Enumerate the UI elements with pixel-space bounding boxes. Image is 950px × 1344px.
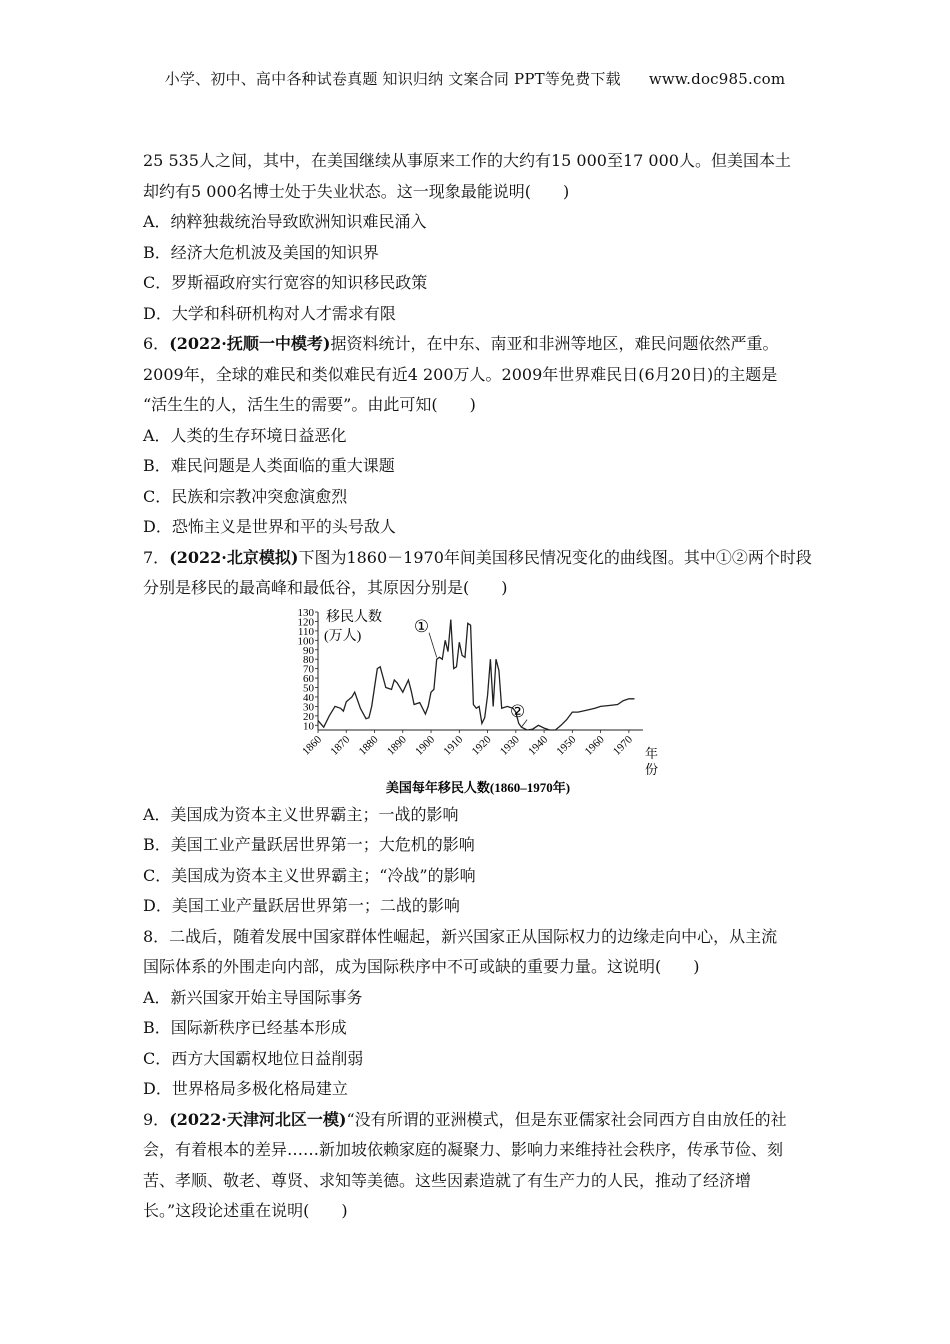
q5-option-b: B．经济大危机波及美国的知识界 [143,242,379,262]
q5-option-a: A．纳粹独裁统治导致欧洲知识难民涌入 [143,212,427,231]
q9-text1: “没有所谓的亚洲模式，但是东亚儒家社会同西方自由放任的社 [346,1109,787,1129]
q7-option-d: D．美国工业产量跃居世界第一；二战的影响 [143,896,460,915]
immigration-chart-svg [143,604,813,800]
page-header [0,68,950,89]
q8-option-a: A．新兴国家开始主导国际事务 [143,987,363,1007]
x-tick-label: 1880 [356,733,381,758]
y-tick-label: 20 [303,710,314,723]
x-axis-label-line2: 份 [645,761,659,777]
q5-option-c: C．罗斯福政府实行宽容的知识移民政策 [143,273,428,292]
q6-option-b: B．难民问题是人类面临的重大课题 [143,456,395,475]
x-tick-label: 1970 [610,733,635,758]
q9-line2: 会，有着根本的差异……新加坡依赖家庭的凝聚力、影响力来维持社会秩序，传承节俭、刻 [143,1140,784,1159]
x-tick-label: 1870 [328,733,353,758]
annotation-leader-1 [429,632,437,657]
q7-option-b: B．美国工业产量跃居世界第一；大危机的影响 [143,835,475,854]
x-tick-label: 1940 [526,733,551,758]
q9-line4: 长。”这段论述重在说明( ) [143,1201,348,1220]
q6-text1: 据资料统计，在中东、南亚和非洲等地区，难民问题依然严重。 [330,334,779,353]
x-tick-label: 1900 [413,733,438,758]
q7-source: (2022·北京模拟) [169,547,299,567]
q7-number: 7． [143,547,170,567]
x-tick-label: 1910 [441,733,466,758]
x-tick-label: 1950 [554,733,579,758]
y-tick-label: 110 [297,625,314,638]
q8-line2: 国际体系的外围走向内部，成为国际秩序中不可或缺的重要力量。这说明( ) [143,957,700,976]
q6-option-c: C．民族和宗教冲突愈演愈烈 [143,486,348,506]
q6-option-d: D．恐怖主义是世界和平的头号敌人 [143,517,396,536]
y-tick-label: 10 [303,719,314,732]
y-tick-label: 120 [297,615,314,628]
x-tick-label: 1860 [300,733,325,758]
y-axis-label-line1: 移民人数 [326,609,382,625]
q8-option-d: D．世界格局多极化格局建立 [143,1079,348,1098]
q7-option-a: A．美国成为资本主义世界霸主；一战的影响 [143,804,459,824]
q9-source: (2022·天津河北区一模) [169,1109,347,1129]
q5-option-d: D．大学和科研机构对人才需求有限 [143,303,396,323]
q7-line2: 分别是移民的最高峰和最低谷，其原因分别是( ) [143,578,508,597]
x-tick-label: 1890 [384,733,409,758]
chart-title: 美国每年移民人数(1860–1970年) [385,779,571,795]
x-tick-label: 1930 [497,733,522,758]
x-tick-label: 1960 [582,733,607,758]
q9-line3: 苦、孝顺、敬老、尊贤、求知等美德。这些因素造就了有生产力的人民，推动了经济增 [143,1170,752,1190]
q6-number: 6． [143,334,170,353]
y-tick-label: 80 [303,653,314,666]
header-text: 小学、初中、高中各种试卷真题 知识归纳 文案合同 PPT等免费下载 [164,70,621,88]
q7-text1: 下图为1860－1970年间美国移民情况变化的曲线图。其中①②两个时段 [298,547,812,567]
q8-line1: 8．二战后，随着发展中国家群体性崛起，新兴国家正从国际权力的边缘走向中心，从主流 [143,926,778,946]
immigration-chart [143,604,813,800]
q6-line1 [143,329,813,360]
y-tick-label: 100 [297,634,314,647]
q5-line2: 却约有5 000名博士处于失业状态。这一现象最能说明( ) [143,181,570,201]
y-tick-label: 90 [303,644,314,657]
q7-line1 [143,543,813,574]
annotation-label: ① [413,616,430,636]
y-tick-label: 60 [303,672,314,685]
x-tick-label: 1920 [469,733,494,758]
q5-line1: 25 535人之间，其中，在美国继续从事原来工作的大约有15 000至17 000人。但美国本土 [143,151,791,170]
q6-line3: “活生生的人，活生生的需要”。由此可知( ) [143,395,476,414]
q8-option-b: B．国际新秩序已经基本形成 [143,1018,347,1037]
q6-line2: 2009年，全球的难民和类似难民有近4 200万人。2009年世界难民日(6月20日)的主题是 [143,364,778,384]
q9-number: 9． [143,1109,170,1129]
q7-option-c: C．美国成为资本主义世界霸主；“冷战”的影响 [143,865,476,885]
q9-line1 [143,1105,813,1136]
q8-option-c: C．西方大国霸权地位日益削弱 [143,1048,364,1068]
page-content [143,146,813,1227]
y-tick-label: 130 [297,606,314,619]
y-tick-label: 70 [303,663,314,676]
annotation-label: ② [509,701,526,721]
q6-source: (2022·抚顺一中模考) [169,334,331,353]
y-axis-label-line2: (万人) [324,628,362,644]
y-tick-label: 30 [303,700,314,713]
q6-option-a: A．人类的生存环境日益恶化 [143,425,347,445]
x-axis-label-line1: 年 [645,745,659,761]
y-tick-label: 40 [303,691,314,704]
header-site: www.doc985.com [648,70,786,88]
y-tick-label: 50 [303,682,314,695]
